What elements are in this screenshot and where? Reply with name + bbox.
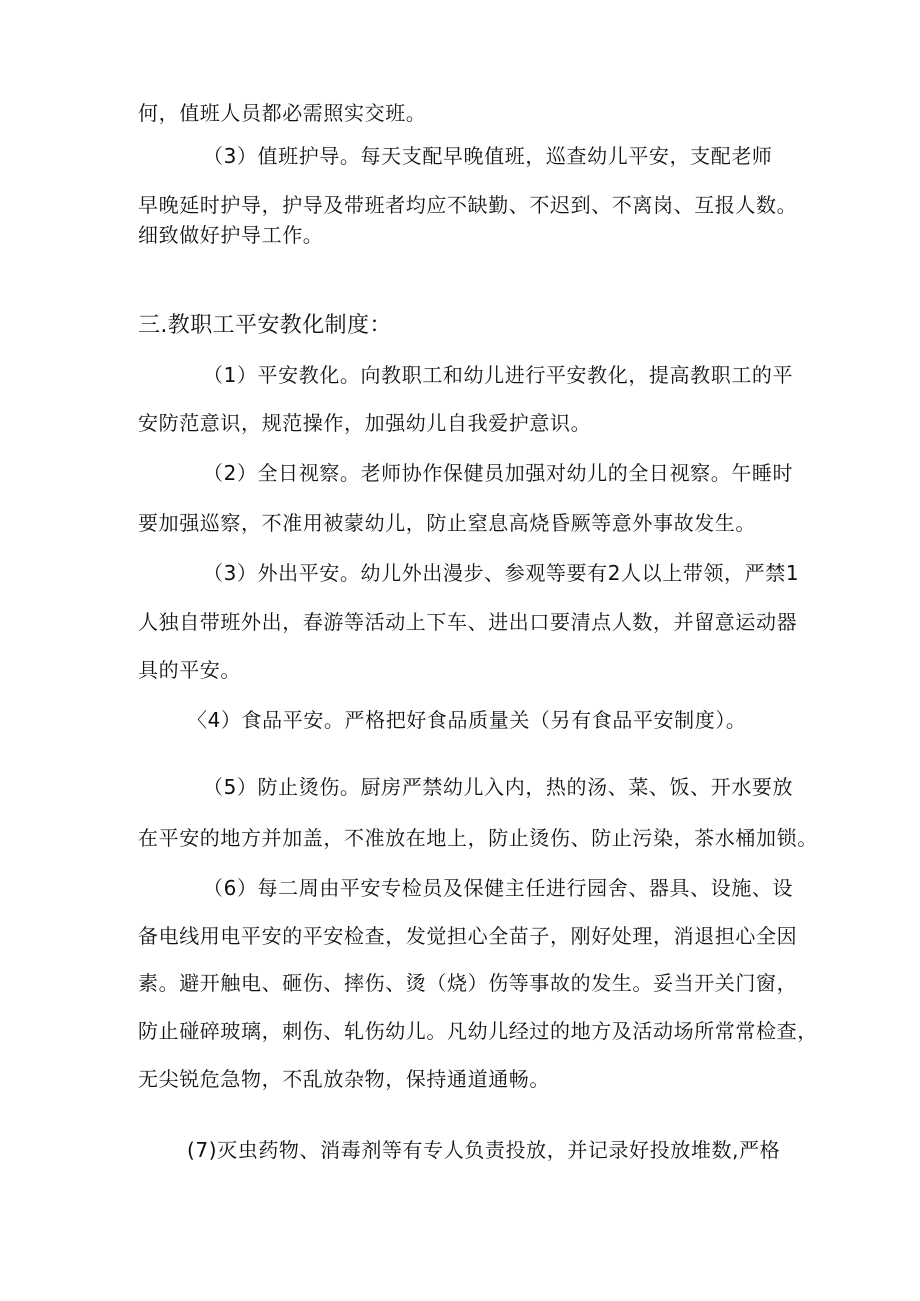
paragraph-line: （6）每二周由平安专检员及保健主任进行园舍、器具、设施、设 [203,876,794,900]
paragraph-line: 无尖锐危急物，不乱放杂物，保持通道通畅。 [138,1067,550,1091]
paragraph-line: 在平安的地方并加盖，不准放在地上，防止烫伤、防止污染，茶水桶加锁。 [138,826,818,850]
paragraph-line: 防止碰碎玻璃，刺伤、轧伤幼儿。凡幼儿经过的地方及活动场所常常检查， [138,1019,818,1043]
paragraph-line: 人独自带班外出，春游等活动上下车、进出口要清点人数，并留意运动器 [138,610,798,634]
paragraph-line: （1）平安教化。向教职工和幼儿进行平安教化，提高教职工的平 [203,363,794,387]
paragraph-line: （3）外出平安。幼儿外出漫步、参观等要有2人以上带领，严禁1 [203,561,800,585]
paragraph-line: 要加强巡察，不准用被蒙幼儿，防止窒息高烧昏厥等意外事故发生。 [138,511,756,535]
paragraph-line: 备电线用电平安的平安检查，发觉担心全苗子，刚好处理，消退担心全因 [138,924,798,948]
paragraph-line: 早晚延时护导，护导及带班者均应不缺勤、不迟到、不离岗、互报人数。 [138,193,798,217]
paragraph-line: (7)灭虫药物、消毒剂等有专人负责投放，并记录好投放堆数,严格 [187,1138,781,1162]
paragraph-line: （2）全日视察。老师协作保健员加强对幼儿的全日视察。午睡时 [203,461,794,485]
paragraph-line: （5）防止烫伤。厨房严禁幼儿入内，热的汤、菜、饭、开水要放 [203,775,794,799]
paragraph-line: （3）值班护导。每天支配早晚值班，巡查幼儿平安，支配老师 [203,144,773,168]
paragraph-line: 素。避开触电、砸伤、摔伤、烫（烧）伤等事故的发生。妥当开关门窗， [138,971,798,995]
paragraph-line: 细致做好护导工作。 [138,223,324,247]
section-heading: 三.教职工平安教化制度： [138,313,392,338]
paragraph-line: 何，值班人员都必需照实交班。 [138,101,427,125]
paragraph-line: 安防范意识，规范操作，加强幼儿自我爱护意识。 [138,411,592,435]
paragraph-line: 〈4）食品平安。严格把好食品质量关（另有食品平安制度）。 [187,708,747,732]
paragraph-line: 具的平安。 [138,658,241,682]
